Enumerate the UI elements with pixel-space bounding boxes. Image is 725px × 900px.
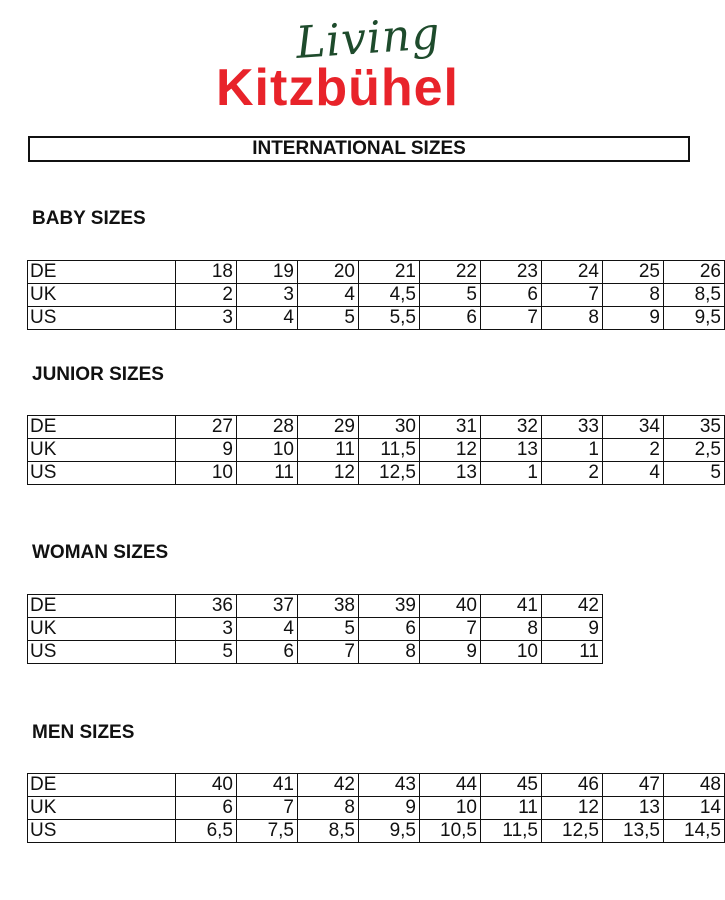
table-cell: 27	[176, 416, 237, 439]
table-cell: 19	[237, 261, 298, 284]
table-cell: 12,5	[542, 820, 603, 843]
table-cell: 43	[359, 774, 420, 797]
row-label: DE	[28, 595, 176, 618]
table-cell: 48	[664, 774, 725, 797]
table-cell: 47	[603, 774, 664, 797]
table-cell: 30	[359, 416, 420, 439]
table-cell: 4	[237, 307, 298, 330]
row-label: US	[28, 307, 176, 330]
table-cell: 10	[237, 439, 298, 462]
size-table-junior	[27, 415, 725, 485]
table-row	[28, 307, 725, 330]
table-cell: 13	[481, 439, 542, 462]
table-cell: 9	[176, 439, 237, 462]
table-cell: 8	[603, 284, 664, 307]
table-cell: 23	[481, 261, 542, 284]
table-cell: 28	[237, 416, 298, 439]
table-cell: 41	[237, 774, 298, 797]
table-cell: 34	[603, 416, 664, 439]
row-label: US	[28, 462, 176, 485]
row-label: UK	[28, 284, 176, 307]
table-row	[28, 618, 603, 641]
table-cell: 41	[481, 595, 542, 618]
table-cell: 8,5	[298, 820, 359, 843]
table-row	[28, 462, 725, 485]
table-cell: 46	[542, 774, 603, 797]
table-cell: 9	[359, 797, 420, 820]
table-cell: 5	[176, 641, 237, 664]
table-cell: 2	[176, 284, 237, 307]
table-cell: 33	[542, 416, 603, 439]
table-cell: 5,5	[359, 307, 420, 330]
table-cell: 21	[359, 261, 420, 284]
logo-script-text: Living	[294, 7, 443, 69]
table-cell: 2	[542, 462, 603, 485]
table-cell: 22	[420, 261, 481, 284]
table-row	[28, 261, 725, 284]
table-cell: 37	[237, 595, 298, 618]
table-cell: 14,5	[664, 820, 725, 843]
table-cell: 11	[542, 641, 603, 664]
table-cell: 7	[420, 618, 481, 641]
table-row	[28, 439, 725, 462]
table-cell: 10,5	[420, 820, 481, 843]
table-cell: 40	[176, 774, 237, 797]
row-label: UK	[28, 797, 176, 820]
table-cell: 45	[481, 774, 542, 797]
table-cell: 13,5	[603, 820, 664, 843]
table-cell: 6	[481, 284, 542, 307]
table-cell: 24	[542, 261, 603, 284]
table-cell: 20	[298, 261, 359, 284]
table-cell: 7	[298, 641, 359, 664]
table-cell: 39	[359, 595, 420, 618]
section-title-junior: JUNIOR SIZES	[32, 364, 164, 385]
table-cell: 12,5	[359, 462, 420, 485]
table-cell: 3	[237, 284, 298, 307]
table-cell: 9	[542, 618, 603, 641]
table-cell: 4	[603, 462, 664, 485]
table-cell: 6,5	[176, 820, 237, 843]
table-cell: 11	[298, 439, 359, 462]
table-row	[28, 595, 603, 618]
table-cell: 8	[542, 307, 603, 330]
row-label: US	[28, 641, 176, 664]
row-label: DE	[28, 261, 176, 284]
size-table-woman	[27, 594, 603, 664]
size-table-men	[27, 773, 725, 843]
table-cell: 1	[542, 439, 603, 462]
table-cell: 7	[542, 284, 603, 307]
table-cell: 40	[420, 595, 481, 618]
table-cell: 6	[420, 307, 481, 330]
row-label: UK	[28, 439, 176, 462]
table-cell: 8	[359, 641, 420, 664]
table-row	[28, 774, 725, 797]
table-row	[28, 797, 725, 820]
table-cell: 44	[420, 774, 481, 797]
table-cell: 5	[298, 307, 359, 330]
table-cell: 4,5	[359, 284, 420, 307]
table-row	[28, 641, 603, 664]
table-cell: 5	[298, 618, 359, 641]
table-cell: 29	[298, 416, 359, 439]
logo-brand-name: Kitzbühel	[216, 59, 459, 117]
table-cell: 9	[420, 641, 481, 664]
section-title-men: MEN SIZES	[32, 722, 135, 743]
table-cell: 10	[481, 641, 542, 664]
table-cell: 4	[298, 284, 359, 307]
table-cell: 36	[176, 595, 237, 618]
table-cell: 7	[237, 797, 298, 820]
table-cell: 26	[664, 261, 725, 284]
table-cell: 12	[420, 439, 481, 462]
table-cell: 5	[420, 284, 481, 307]
table-row	[28, 820, 725, 843]
table-cell: 6	[359, 618, 420, 641]
table-cell: 9,5	[359, 820, 420, 843]
table-cell: 5	[664, 462, 725, 485]
table-cell: 42	[542, 595, 603, 618]
page-title-banner: INTERNATIONAL SIZES	[28, 136, 690, 162]
table-cell: 3	[176, 307, 237, 330]
table-cell: 25	[603, 261, 664, 284]
table-cell: 7	[481, 307, 542, 330]
table-row	[28, 416, 725, 439]
table-cell: 11,5	[481, 820, 542, 843]
table-cell: 8,5	[664, 284, 725, 307]
table-cell: 8	[481, 618, 542, 641]
table-cell: 13	[420, 462, 481, 485]
table-row	[28, 284, 725, 307]
table-cell: 11	[237, 462, 298, 485]
table-cell: 14	[664, 797, 725, 820]
table-cell: 2	[603, 439, 664, 462]
table-cell: 32	[481, 416, 542, 439]
row-label: DE	[28, 416, 176, 439]
table-cell: 1	[481, 462, 542, 485]
table-cell: 42	[298, 774, 359, 797]
table-cell: 10	[176, 462, 237, 485]
size-table-baby	[27, 260, 725, 330]
section-title-woman: WOMAN SIZES	[32, 542, 169, 563]
table-cell: 6	[237, 641, 298, 664]
table-cell: 2,5	[664, 439, 725, 462]
table-cell: 8	[298, 797, 359, 820]
table-cell: 4	[237, 618, 298, 641]
table-cell: 31	[420, 416, 481, 439]
table-cell: 3	[176, 618, 237, 641]
table-cell: 9,5	[664, 307, 725, 330]
row-label: UK	[28, 618, 176, 641]
section-title-baby: BABY SIZES	[32, 208, 146, 229]
row-label: US	[28, 820, 176, 843]
row-label: DE	[28, 774, 176, 797]
table-cell: 11,5	[359, 439, 420, 462]
table-cell: 11	[481, 797, 542, 820]
table-cell: 13	[603, 797, 664, 820]
table-cell: 10	[420, 797, 481, 820]
table-cell: 35	[664, 416, 725, 439]
table-cell: 18	[176, 261, 237, 284]
table-cell: 9	[603, 307, 664, 330]
table-cell: 12	[298, 462, 359, 485]
table-cell: 7,5	[237, 820, 298, 843]
table-cell: 12	[542, 797, 603, 820]
table-cell: 6	[176, 797, 237, 820]
table-cell: 38	[298, 595, 359, 618]
brand-logo	[0, 0, 714, 130]
